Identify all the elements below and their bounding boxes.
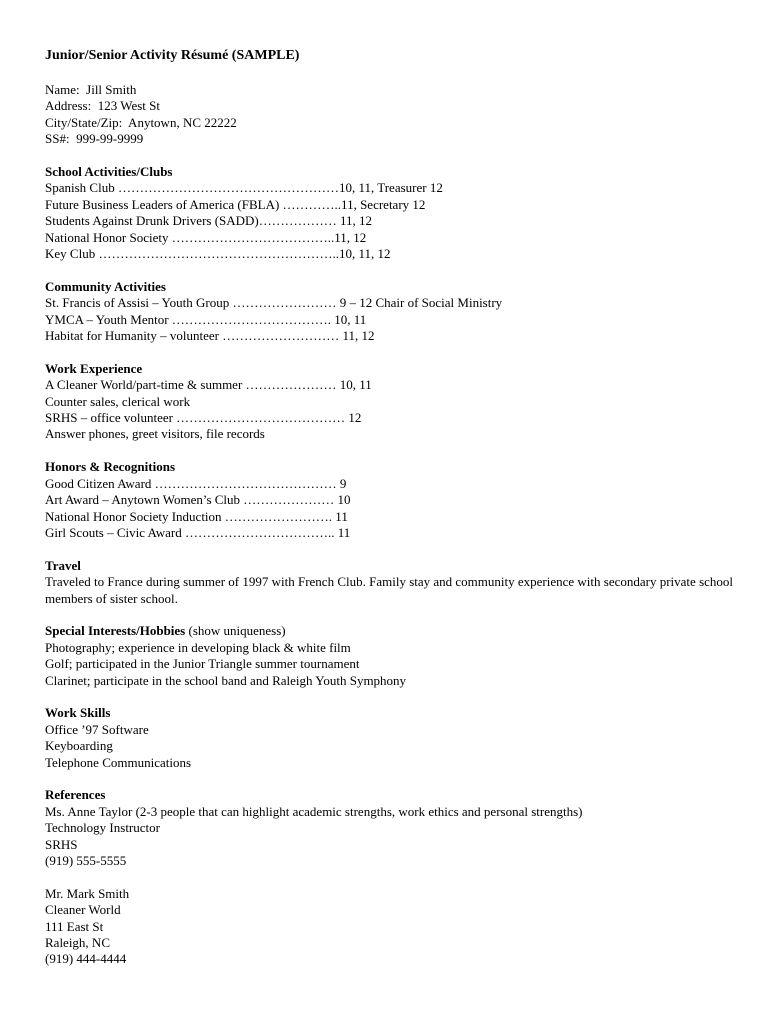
community-activities-section [45,279,735,345]
reference-line: SRHS [45,836,78,852]
travel-section [45,558,735,607]
honors-section [45,459,735,541]
work-line: Answer phones, greet visitors, file records [45,426,265,442]
activity-line: Students Against Drunk Drivers (SADD)……………… 11, 12 [45,213,373,229]
activity-line: Habitat for Humanity – volunteer ……………………… 11, 12 [45,328,375,344]
reference-line: Ms. Anne Taylor (2-3 people that can highlight academic strengths, work ethics and personal strengths) [45,803,583,819]
reference-line: 111 East St [45,918,104,934]
address-line: Address: 123 West St [45,98,160,114]
heading-note: (show uniqueness) [185,623,286,639]
city-state-zip-line: City/State/Zip: Anytown, NC 22222 [45,114,237,130]
section-heading: References [45,787,106,803]
interest-line: Clarinet; participate in the school band and Raleigh Youth Symphony [45,672,407,688]
honor-line: Girl Scouts – Civic Award …………………………….. 11 [45,524,351,540]
honor-line: Good Citizen Award …………………………………… 9 [45,475,347,491]
reference-line: (919) 444-4444 [45,951,127,967]
activity-line: National Honor Society ………………………………..11, 12 [45,229,367,245]
school-activities-section [45,164,735,262]
work-skills-section [45,705,735,771]
section-heading: School Activities/Clubs [45,164,173,180]
travel-text: Traveled to France during summer of 1997 with French Club. Family stay and community experience with secondary private school members of sister school. [45,574,734,606]
section-heading: Special Interests/Hobbies [45,623,186,639]
section-heading: Work Experience [45,360,143,376]
interest-line: Photography; experience in developing black & white film [45,639,351,655]
reference-1 [45,804,735,870]
interests-section [45,623,735,689]
ssn-line: SS#: 999-99-9999 [45,131,144,147]
activity-line: YMCA – Youth Mentor ………………………………. 10, 11 [45,311,367,327]
skill-line: Office ’97 Software [45,721,149,737]
section-heading: Community Activities [45,278,166,294]
section-heading: Honors & Recognitions [45,459,175,475]
activity-line: Key Club ………………………………………………..10, 11, 12 [45,246,391,262]
reference-line: Cleaner World [45,902,121,918]
skill-line: Keyboarding [45,738,113,754]
section-heading: Travel [45,557,81,573]
activity-line: Spanish Club ……………………………………………10, 11, Treasurer 12 [45,180,443,196]
reference-line: Raleigh, NC [45,934,110,950]
work-line: A Cleaner World/part-time & summer ………………… 10, 11 [45,377,372,393]
skill-line: Telephone Communications [45,754,192,770]
resume-page [45,47,735,968]
honor-line: Art Award – Anytown Women’s Club ………………… 10 [45,492,351,508]
work-line: SRHS – office volunteer ………………………………… 12 [45,410,362,426]
section-heading: Work Skills [45,705,111,721]
personal-info [45,82,735,148]
reference-line: Mr. Mark Smith [45,885,130,901]
activity-line: Future Business Leaders of America (FBLA) …………..11, Secretary 12 [45,196,426,212]
reference-line: (919) 555-5555 [45,852,127,868]
activity-line: St. Francis of Assisi – Youth Group …………………… 9 – 12 Chair of Social Ministry [45,295,503,311]
interests-heading-row [45,623,735,639]
interest-line: Golf; participated in the Junior Triangle summer tournament [45,656,360,672]
document-title: Junior/Senior Activity Résumé (SAMPLE) [45,48,300,63]
name-line: Name: Jill Smith [45,82,137,97]
honor-line: National Honor Society Induction ……………………. 11 [45,508,348,524]
references-section [45,787,735,967]
reference-line: Technology Instructor [45,820,160,836]
work-experience-section [45,361,735,443]
reference-2 [45,886,735,968]
work-line: Counter sales, clerical work [45,393,191,409]
